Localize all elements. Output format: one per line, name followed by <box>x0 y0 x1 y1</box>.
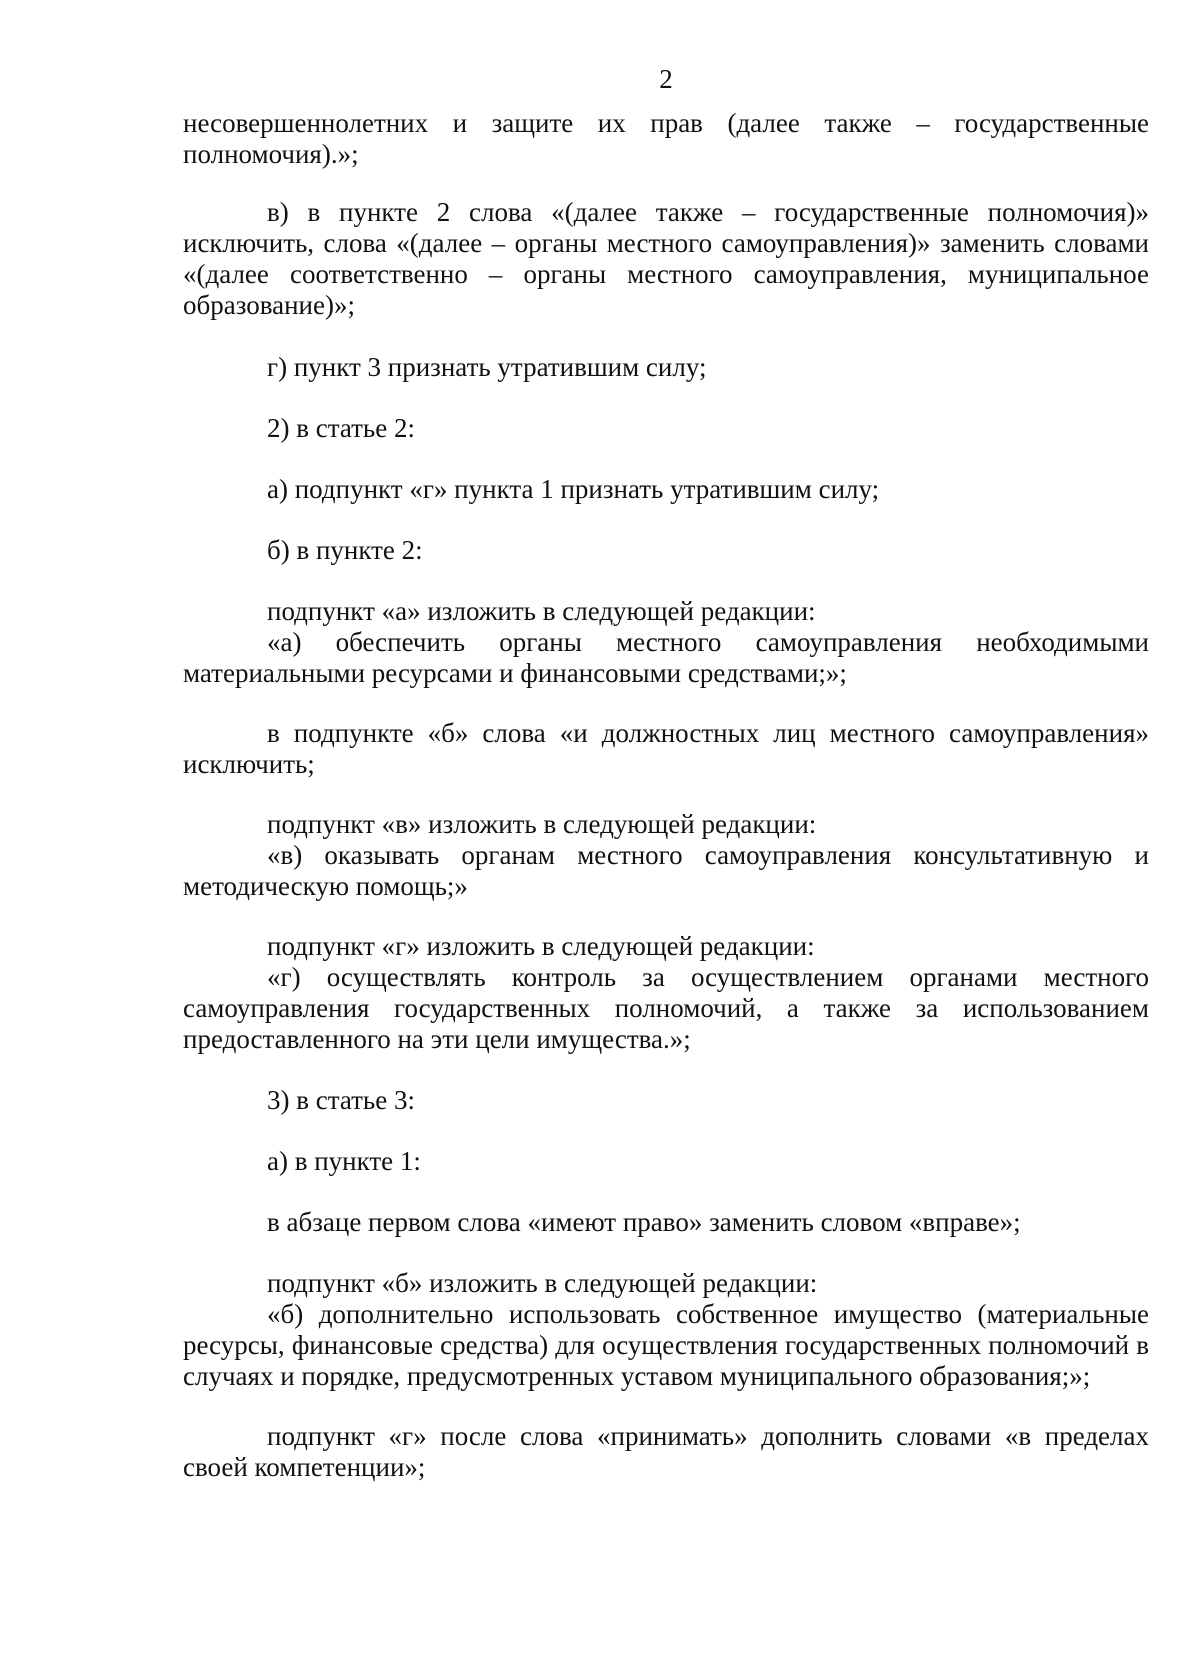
paragraph: а) подпункт «г» пункта 1 признать утратившим силу; <box>267 474 880 504</box>
paragraph: а) в пункте 1: <box>267 1146 421 1176</box>
paragraph: подпункт «в» изложить в следующей редакции: <box>267 809 817 839</box>
page-number: 2 <box>659 64 673 94</box>
paragraph: 3) в статье 3: <box>267 1085 415 1115</box>
document-body <box>183 110 1149 1483</box>
paragraph: «б) дополнительно использовать собственное имущество (материальные ресурсы, финансовые средства) для осуществления государственных полномочий в случаях и порядке, предусмотренных уставом муниципального образования;»; <box>183 1299 1149 1391</box>
paragraph: «г) осуществлять контроль за осуществлением органами местного самоуправления государственных полномочий, а также за использованием предоставленного на эти цели имущества.»; <box>183 962 1149 1054</box>
paragraph: б) в пункте 2: <box>267 535 423 565</box>
paragraph: «а) обеспечить органы местного самоуправления необходимыми материальными ресурсами и финансовыми средствами;»; <box>183 627 1149 688</box>
paragraph: подпункт «г» изложить в следующей редакции: <box>267 931 815 961</box>
paragraph: подпункт «б» изложить в следующей редакции: <box>267 1268 818 1298</box>
paragraph: г) пункт 3 признать утратившим силу; <box>267 352 707 382</box>
paragraph: 2) в статье 2: <box>267 413 415 443</box>
paragraph: подпункт «а» изложить в следующей редакции: <box>267 596 816 626</box>
paragraph: подпункт «г» после слова «принимать» дополнить словами «в пределах своей компетенции»; <box>183 1421 1149 1482</box>
paragraph: несовершеннолетних и защите их прав (далее также – государственные полномочия).»; <box>183 108 1149 169</box>
paragraph: в) в пункте 2 слова «(далее также – государственные полномочия)» исключить, слова «(далее – органы местного самоуправления)» заменить словами «(далее соответственно – органы местного самоуправления, муниципальное образование)»; <box>183 197 1149 320</box>
paragraph: «в) оказывать органам местного самоуправления консультативную и методическую помощь;» <box>183 840 1149 901</box>
paragraph: в абзаце первом слова «имеют право» заменить словом «вправе»; <box>267 1207 1021 1237</box>
paragraph: в подпункте «б» слова «и должностных лиц местного самоуправления» исключить; <box>183 718 1149 779</box>
